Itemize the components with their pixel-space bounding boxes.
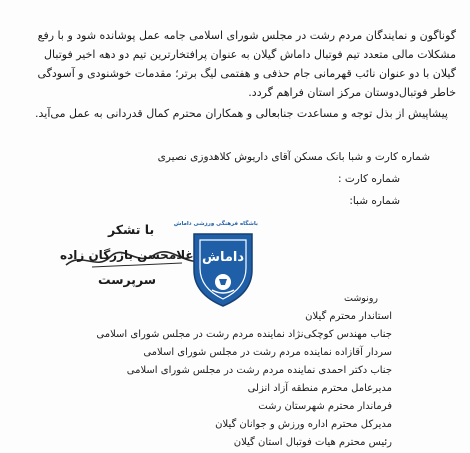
signatory-title: سرپرست xyxy=(98,272,157,287)
body-line: گوناگون و نمایندگان مردم رشت در مجلس شورای اسلامی جامه عمل پوشانده شود و با رفع xyxy=(37,29,456,42)
card-number-label: شماره کارت : xyxy=(337,173,400,185)
body-line: خاطر فوتبال‌دوستان مرکز استان فراهم گردد. xyxy=(248,86,456,99)
cc-item: مدیرعامل محترم منطقه آزاد انزلی xyxy=(247,383,392,394)
cc-item: جناب مهندس کوچکی‌نژاد نماینده مردم رشت در مجلس شورای اسلامی xyxy=(96,329,392,340)
signatory-name: غلامحسن بازرگان زاده xyxy=(60,248,194,262)
logo-org-name: باشگاه فرهنگی ورزشی داماش xyxy=(173,221,258,227)
cc-item: مدیرکل محترم اداره ورزش و جوانان گیلان xyxy=(215,419,392,430)
cc-heading: رونوشت xyxy=(343,293,378,304)
cc-item: جناب دکتر احمدی نماینده مردم رشت در مجلس شورای اسلامی xyxy=(126,365,392,376)
sheba-number-label: شماره شبا: xyxy=(349,195,400,207)
damash-club-logo xyxy=(173,220,258,308)
cc-item: رئیس محترم هیات فوتبال استان گیلان xyxy=(233,437,392,448)
body-line: گیلان با دو عنوان نائب قهرمانی جام حذفی و هفتمی لیگ برتر؛ مقدمات خوشنودی و آسودگی xyxy=(37,67,456,80)
cc-item: استاندار محترم گیلان xyxy=(305,311,392,322)
body-line: مشکلات مالی متعدد تیم فوتبال داماش گیلان به عنوان پرافتخارترین تیم دو دهه اخیر فوتبال xyxy=(44,48,456,61)
signature-greeting: با تشکر xyxy=(108,222,155,237)
logo-text: داماش xyxy=(202,250,244,265)
bank-account-line: شماره کارت و شبا بانک مسکن آقای داریوش کلاهدوزی نصیری xyxy=(157,151,430,163)
cc-item: فرماندار محترم شهرستان رشت xyxy=(258,401,392,412)
body-line: پیشاپیش از بذل توجه و مساعدت جنابعالی و همکاران محترم کمال قدردانی به عمل می‌آید. xyxy=(35,107,448,120)
cc-item: سردار آقازاده نماینده مردم رشت در مجلس شورای اسلامی xyxy=(143,347,392,358)
